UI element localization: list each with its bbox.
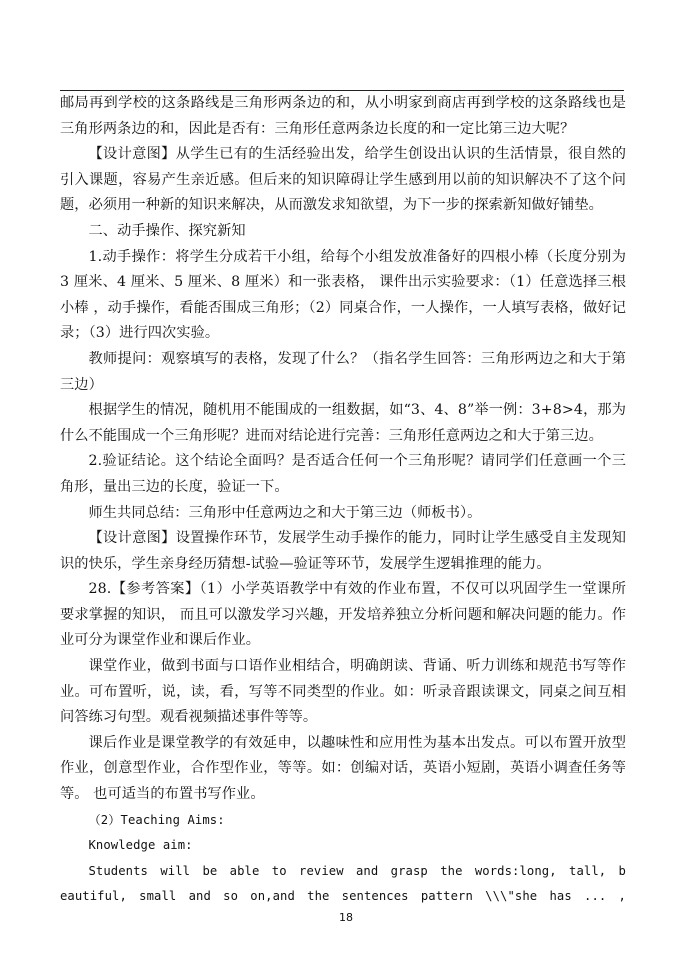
- paragraph-design-intent-2: 【设计意图】设置操作环节，发展学生动手操作的能力，同时让学生感受自主发现知识的快乐，学生亲身经历猜想-试验—验证等环节，发展学生逻辑推理的能力。: [60, 530, 626, 572]
- english-teaching-aims: （2）Teaching Aims:: [88, 812, 225, 827]
- paragraph-after-class-homework: 课后作业是课堂教学的有效延申，以趣味性和应用性为基本出发点。可以布置开放型作业，创意型作业，合作型作业，等等。如：创编对话，英语小短剧，英语小调查任务等等。 也可适当的布置书写作业。: [60, 734, 626, 803]
- paragraph-answer-28: 28.【参考答案】（1）小学英语教学中有效的作业布置，不仅可以巩固学生一堂课所要求掌握的知识， 而且可以激发学习兴趣，开发培养独立分析问题和解决问题的能力。作业可分为课堂作业和课后作业。: [60, 581, 626, 649]
- paragraph-teacher-question: 教师提问：观察填写的表格，发现了什么？（指名学生回答：三角形两边之和大于第三边）: [60, 350, 626, 393]
- paragraph-hands-on-operation: 1.动手操作：将学生分成若干小组，给每个小组发放准备好的四根小棒（长度分别为 3 厘米、4 厘米、5 厘米、8 厘米）和一张表格， 课件出示实验要求：（1）任意选择三根小棒 ，动手操作，看能否围成三角形；（2）同桌合作，一人操作，一人填写表格，做好记录；（3）进行四次实验。: [60, 248, 626, 342]
- english-line-1: Students will be able to review and grasp the words:long, tall, b: [88, 863, 626, 878]
- paragraph-verify-conclusion: 2.验证结论。这个结论全面吗？是否适合任何一个三角形呢？请同学们任意画一个三角形，量出三边的长度，验证一下。: [60, 453, 626, 495]
- paragraph-summary: 师生共同总结：三角形中任意两边之和大于第三边（师板书）。: [88, 504, 482, 521]
- section-heading-hands-on: 二、动手操作、探究新知: [88, 222, 246, 239]
- paragraph-design-intent-1: 【设计意图】从学生已有的生活经验出发，给学生创设出认识的生活情景，很自然的引入课题，容易产生亲近感。但后来的知识障碍让学生感到用以前的知识解决不了这个问题，必须用一种新的知识来解决，从而激发求知欲望，为下一步的探索新知做好铺垫。: [60, 146, 626, 214]
- paragraph-counter-example: 根据学生的情况，随机用不能围成的一组数据，如“3、4、8”举一例：3+8>4，那为什么不能围成一个三角形呢？进而对结论进行完善：三角形任意两边之和大于第三边。: [60, 402, 626, 444]
- paragraph-classroom-homework: 课堂作业，做到书面与口语作业相结合，明确朗读、背诵、听力训练和规范书写等作业。可布置听，说，读，看，写等不同类型的作业。如：听录音跟读课文，同桌之间互相问答练习句型。观看视频描述事件等等。: [60, 658, 626, 726]
- english-line-2: eautiful, small and so on,and the sentences pattern \\\"she has ... ,: [60, 889, 626, 904]
- document-body: [60, 91, 626, 910]
- paragraph-intro-continuation: 邮局再到学校的这条路线是三角形两条边的和，从小明家到商店再到学校的这条路线也是三角形两条边的和，因此是否有：三角形任意两条边长度的和一定比第三边大呢？: [60, 95, 626, 137]
- english-knowledge-aim: Knowledge aim:: [88, 838, 193, 853]
- page-number: 18: [339, 911, 353, 924]
